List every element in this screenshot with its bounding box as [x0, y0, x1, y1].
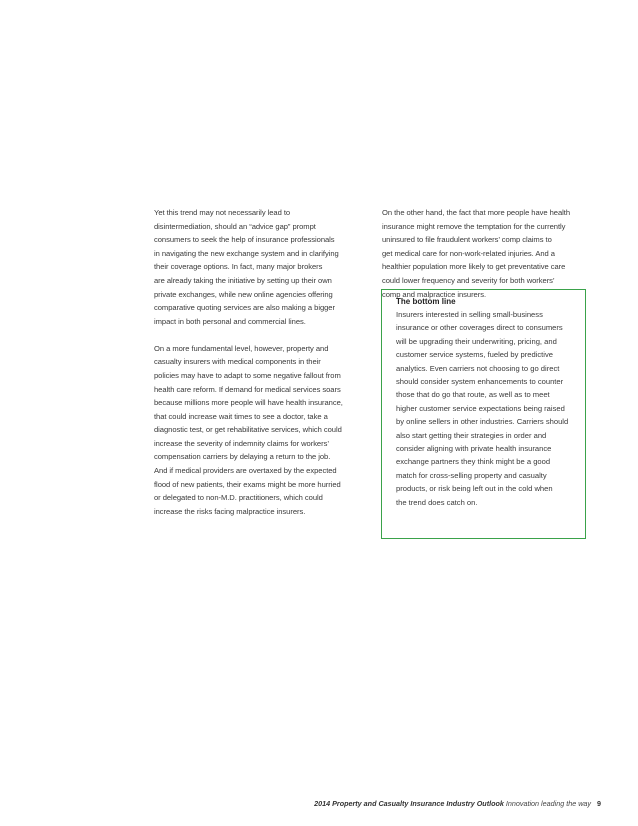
bottom-line-body	[396, 308, 585, 509]
footer-tagline: Innovation leading the way	[505, 799, 591, 808]
text-line: products, or risk being left out in the cold when	[396, 484, 553, 494]
text-line: uninsured to file fraudulent workers’ comp claims to	[382, 235, 552, 245]
text-line: match for cross-selling property and casualty	[396, 470, 547, 480]
text-line: comp and malpractice insurers.	[382, 289, 487, 299]
text-line: will be upgrading their underwriting, pricing, and	[396, 336, 557, 346]
left-paragraph-1	[154, 206, 370, 328]
page-number: 9	[597, 799, 601, 808]
text-line: customer service systems, fueled by predictive	[396, 350, 553, 360]
text-line: could lower frequency and severity for both workers’	[382, 275, 555, 285]
left-column	[154, 206, 370, 532]
text-line: On the other hand, the fact that more people have health	[382, 208, 571, 217]
text-line: exchange partners they think might be a good	[396, 457, 551, 467]
text-line: increase the severity of indemnity claims for workers’	[154, 438, 329, 448]
text-line: their coverage options. In fact, many major brokers	[154, 262, 323, 272]
bottom-line-title: The bottom line	[396, 297, 456, 306]
text-line: policies may have to adapt to some negative fallout from	[154, 370, 341, 380]
text-line: disintermediation, should an “advice gap” prompt	[154, 221, 316, 231]
text-line: Insurers interested in selling small-business	[396, 310, 543, 319]
text-line: impact in both personal and commercial lines.	[154, 316, 306, 326]
text-line: also start getting their strategies in order and	[396, 430, 547, 440]
text-line: in navigating the new exchange system and in clarifying	[154, 248, 339, 258]
footer-report-title: 2014 Property and Casualty Insurance Industry Outlook	[314, 799, 504, 808]
text-line: analytics. Even carriers not choosing to go direct	[396, 363, 560, 373]
text-line: that could increase wait times to see a doctor, take a	[154, 411, 328, 421]
text-line: consider aligning with private health insurance	[396, 444, 552, 454]
text-line: get medical care for non-work-related injuries. And a	[382, 248, 555, 258]
right-paragraph-1	[382, 206, 602, 301]
text-line: are already taking the initiative by setting up their own	[154, 275, 332, 285]
text-line: should consider system enhancements to counter	[396, 377, 564, 387]
left-paragraph-2	[154, 342, 370, 519]
text-line: increase the risks facing malpractice insurers.	[154, 506, 306, 516]
text-line: Yet this trend may not necessarily lead to	[154, 208, 291, 217]
page-footer	[0, 799, 601, 808]
text-line: the trend does catch on.	[396, 497, 478, 507]
text-line: consumers to seek the help of insurance professionals	[154, 235, 335, 245]
text-line: On a more fundamental level, however, property and	[154, 343, 329, 353]
text-line: compensation carriers by delaying a return to the job.	[154, 452, 331, 462]
text-line: flood of new patients, their exams might be more hurried	[154, 479, 341, 489]
text-line: because millions more people will have health insurance,	[154, 398, 343, 408]
text-line: insurance or other coverages direct to consumers	[396, 323, 563, 333]
text-line: higher customer service expectations being raised	[396, 403, 565, 413]
text-line: those that do go that route, as well as to meet	[396, 390, 550, 400]
text-line: diagnostic test, or get rehabilitative services, which could	[154, 425, 342, 435]
text-line: comparative quoting services are also making a bigger	[154, 303, 335, 313]
bottom-line-box	[381, 289, 586, 539]
text-line: casualty insurers with medical components in their	[154, 357, 321, 367]
text-line: insurance might remove the temptation for the currently	[382, 221, 566, 231]
text-line: private exchanges, while new online agencies offering	[154, 289, 333, 299]
text-line: by online sellers in other industries. Carriers should	[396, 417, 569, 427]
text-line: health care reform. If demand for medical services soars	[154, 384, 341, 394]
text-line: healthier population more likely to get preventative care	[382, 262, 566, 272]
text-line: And if medical providers are overtaxed by the expected	[154, 466, 337, 476]
text-line: or delegated to non-M.D. practitioners, which could	[154, 493, 323, 503]
